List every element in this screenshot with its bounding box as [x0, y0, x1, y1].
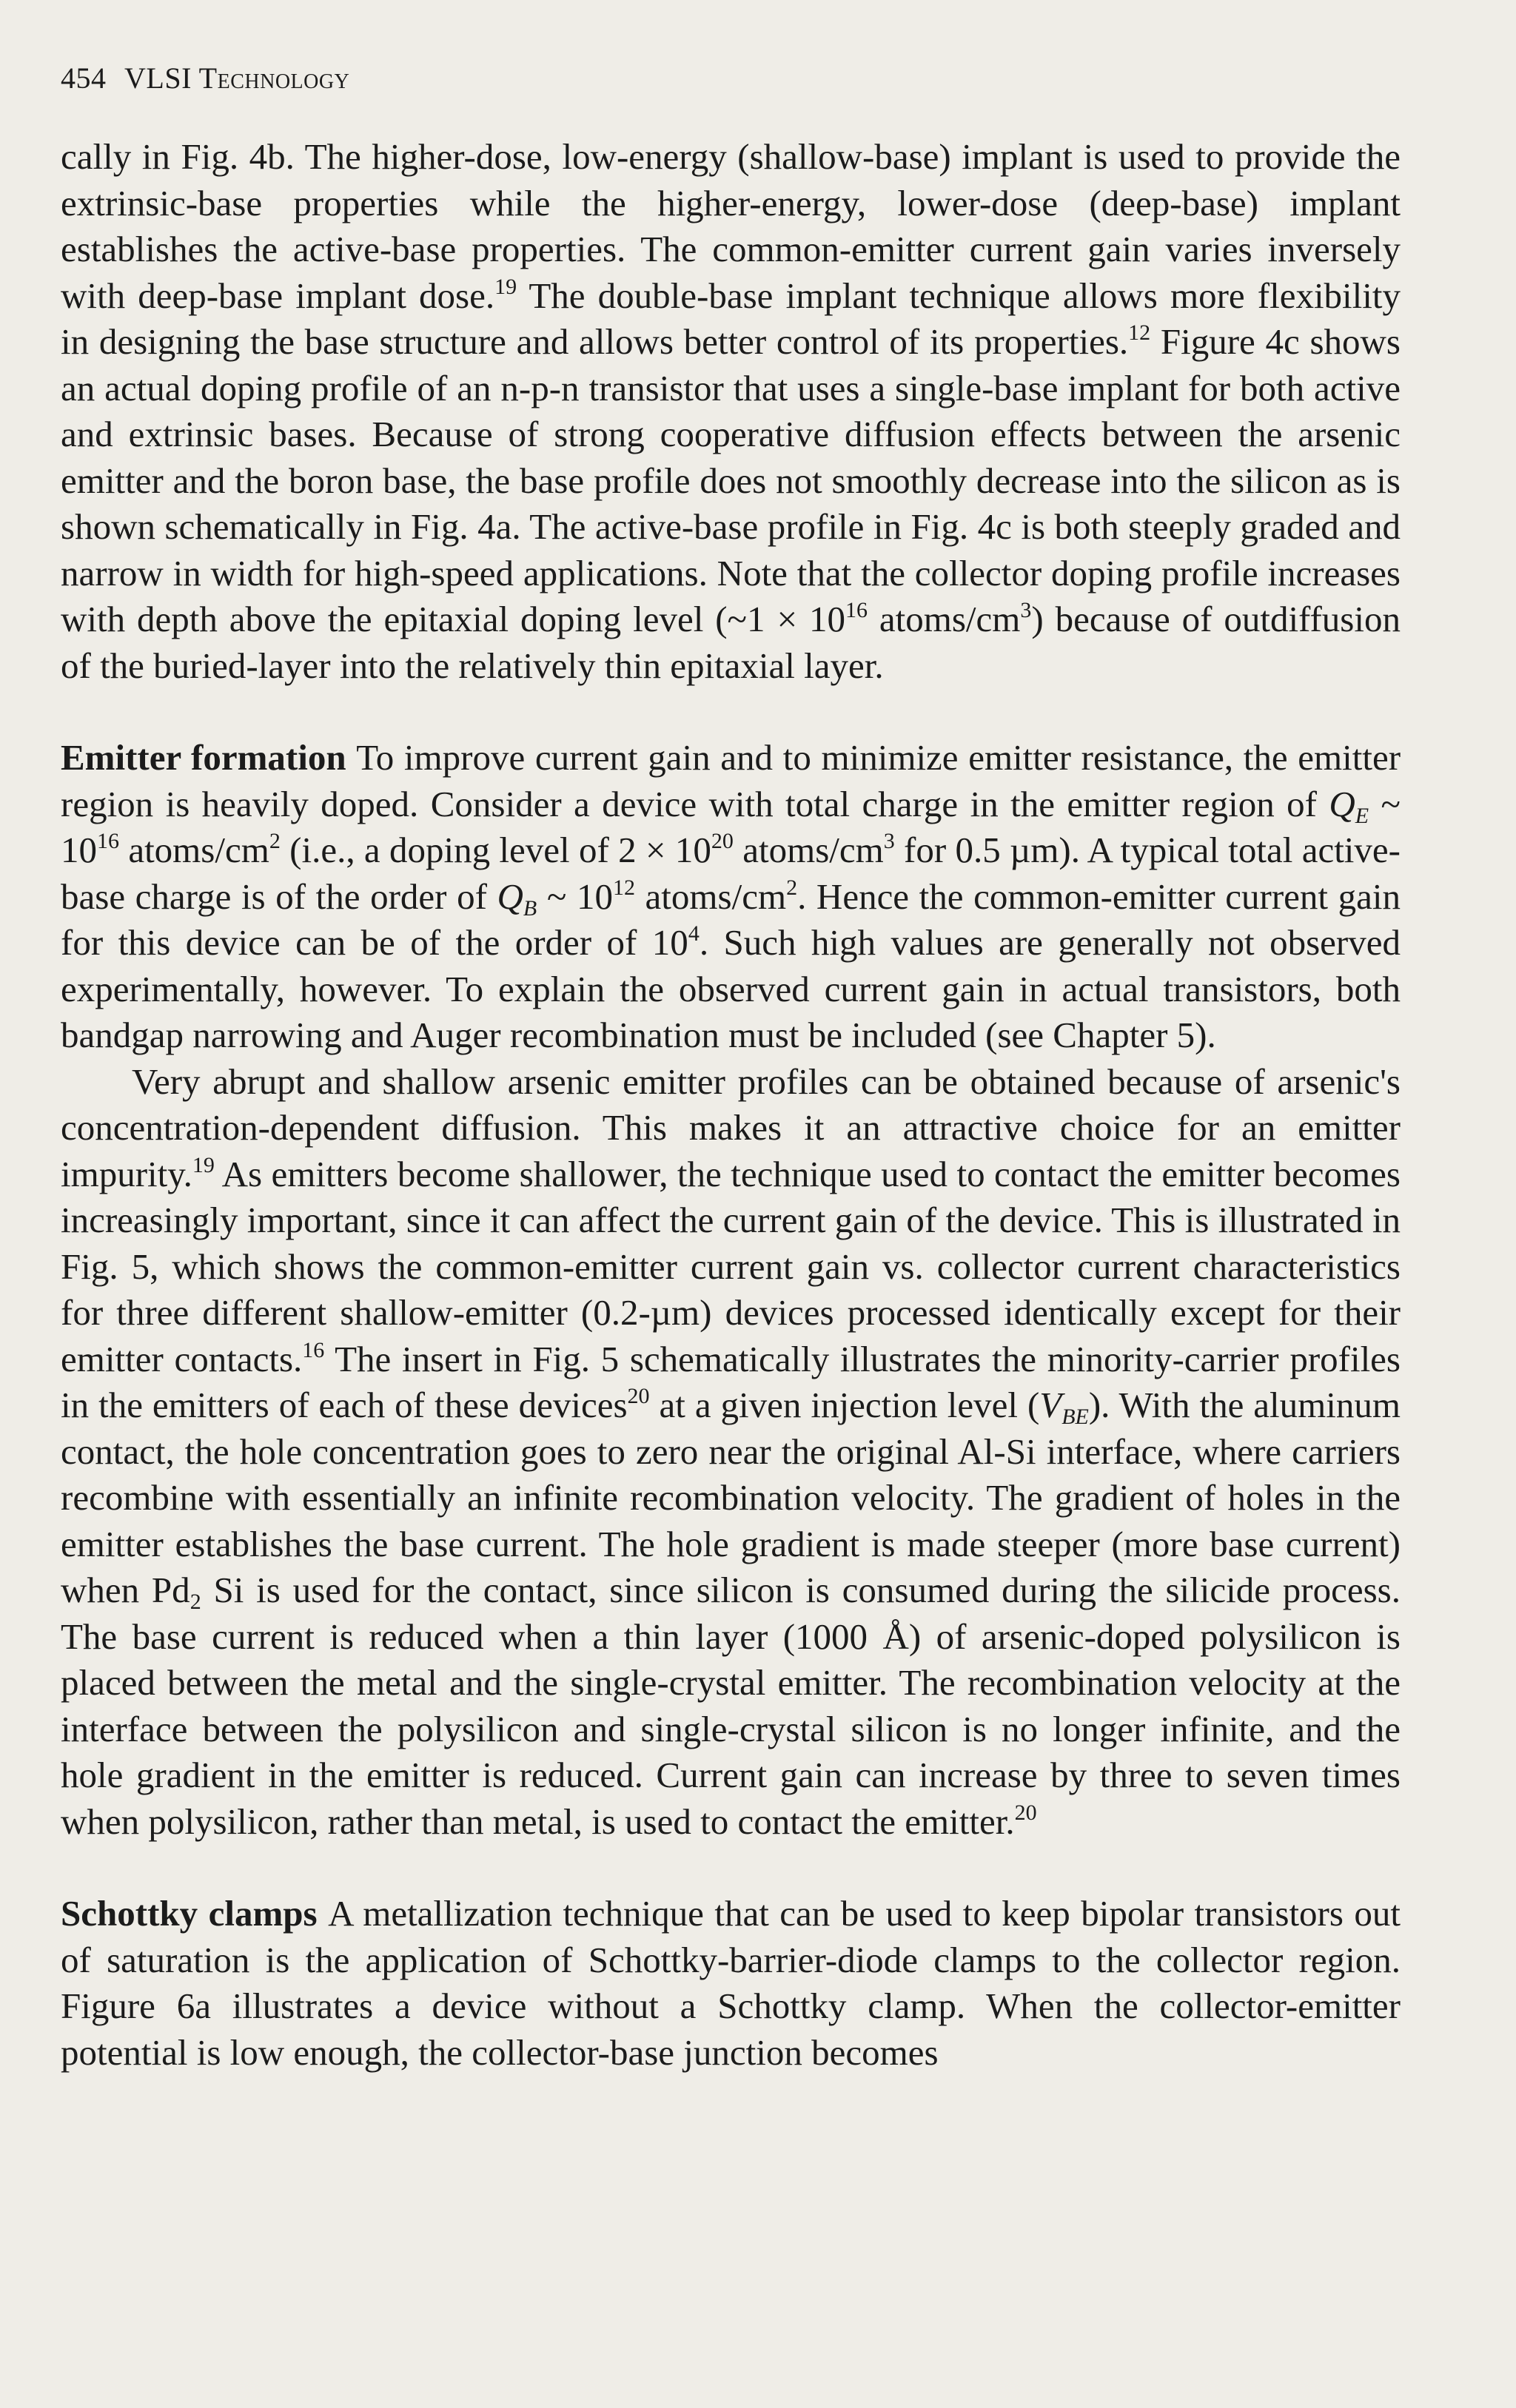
running-header [61, 61, 1401, 95]
paragraph-text: To improve current gain and to minimize emitter resistance, the emitter region is heavily doped. Consider a device with total charge in the emitter region of $Q_E$ ~ $10^{16}$ atoms/$cm^2$ (i.e., a doping level of $2 \times 10^{20}$ atoms/$cm^3$ for 0.5 µm). A typical total active-base charge is of the order of $Q_B$ ~ $10^{12}$ atoms/$cm^2$. Hence the common-emitter current gain for this device can be of the order of $10^4$. Such high values are generally not observed experimentally, however. To explain the observed current gain in actual transistors, both bandgap narrowing and Auger recombination must be included (see Chapter 5). [61, 737, 1401, 1055]
section-schottky-clamps [61, 1891, 1401, 2076]
paragraph: Very abrupt and shallow arsenic emitter profiles can be obtained because of arsenic's concentration-dependent diffusion. This makes it an attractive choice for an emitter impurity.$^{19}$ As emitters become shallower, the technique used to contact the emitter becomes increasingly important, since it can affect the current gain of the device. This is illustrated in Fig. 5, which shows the common-emitter current gain vs. collector current characteristics for three different shallow-emitter (0.2-µm) devices processed identically except for their emitter contacts.$^{16}$ The insert in Fig. 5 schematically illustrates the minority-carrier profiles in the emitters of each of these devices$^{20}$ at a given injection level $(V_{BE})$. With the aluminum contact, the hole concentration goes to zero near the original Al-Si interface, where carriers recombine with essentially an infinite recombination velocity. The gradient of holes in the emitter establishes the base current. The hole gradient is made steeper (more base current) when $Pd_2$ Si is used for the contact, since silicon is consumed during the silicide process. The base current is reduced when a thin layer (1000 Å) of arsenic-doped polysilicon is placed between the metal and the single-crystal emitter. The recombination velocity at the interface between the polysilicon and single-crystal silicon is no longer infinite, and the hole gradient in the emitter is reduced. Current gain can increase by three to seven times when polysilicon, rather than metal, is used to contact the emitter.$^{20}$ [61, 1060, 1401, 1842]
section-emitter-formation [61, 735, 1401, 1845]
paragraph [61, 735, 1401, 1059]
running-title: VLSI Technology [124, 61, 350, 95]
section-heading: Emitter formation [61, 737, 346, 778]
paragraph-text: A metallization technique that can be used to keep bipolar transistors out of saturation is the application of Schottky-barrier-diode clamps to the collector region. Figure 6a illustrates a device without a Schottky clamp. When the collector-emitter potential is low enough, the collector-base junction becomes [61, 1893, 1401, 2073]
section-heading: Schottky clamps [61, 1893, 318, 1934]
page [61, 61, 1401, 2076]
section-continuation [61, 134, 1401, 689]
paragraph: cally in Fig. 4b. The higher-dose, low-energy (shallow-base) implant is used to provide the extrinsic-base properties while the higher-energy, lower-dose (deep-base) implant establishes the active-base properties. The common-emitter current gain varies inversely with deep-base implant dose.$^{19}$ The double-base implant technique allows more flexibility in designing the base structure and allows better control of its properties.$^{12}$ Figure 4c shows an actual doping profile of an n-p-n transistor that uses a single-base implant for both active and extrinsic bases. Because of strong cooperative diffusion effects between the arsenic emitter and the boron base, the base profile does not smoothly decrease into the silicon as is shown schematically in Fig. 4a. The active-base profile in Fig. 4c is both steeply graded and narrow in width for high-speed applications. Note that the collector doping profile increases with depth above the epitaxial doping level (~1 × $10^{16}$ atoms/$cm^3$) because of outdiffusion of the buried-layer into the relatively thin epitaxial layer. [61, 136, 1401, 686]
paragraph [61, 1891, 1401, 2076]
page-number: 454 [61, 61, 107, 95]
